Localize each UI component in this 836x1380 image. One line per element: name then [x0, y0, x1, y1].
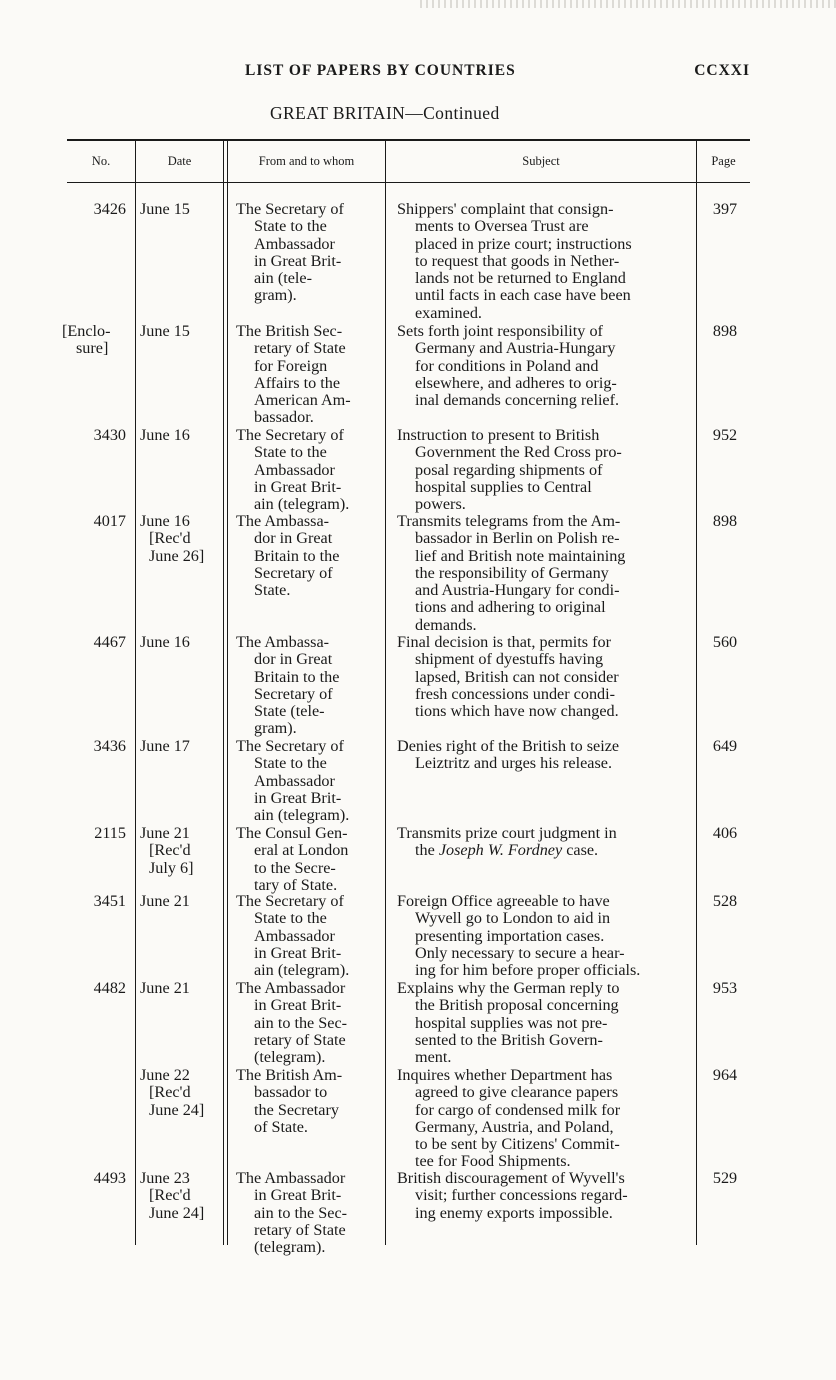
- paper-number: 4467: [93, 633, 126, 651]
- from-line: The Ambassa-: [236, 512, 330, 530]
- from-line: The Secretary of: [236, 426, 344, 444]
- from-line: The Secretary of: [236, 892, 344, 910]
- from-to-whom: [236, 893, 380, 979]
- column-header-page: Page: [711, 154, 736, 168]
- subject-line: for cargo of condensed milk for: [415, 1100, 621, 1119]
- column-divider: [696, 141, 697, 1245]
- date-line: [Rec'd: [149, 1186, 191, 1205]
- date-line: June 24]: [149, 1203, 205, 1222]
- subject-line: Germany and Austria-Hungary: [415, 339, 616, 358]
- from-line: tary of State.: [254, 875, 338, 894]
- from-to-whom: [236, 427, 380, 513]
- paper-date: [140, 825, 224, 877]
- column-header-subject: Subject: [522, 154, 560, 168]
- paper-date: [140, 893, 224, 910]
- date-line: [Rec'd: [149, 841, 191, 860]
- from-to-whom: [236, 738, 380, 824]
- page-number: 953: [712, 979, 738, 997]
- from-line: State.: [254, 581, 291, 600]
- from-line: The Ambassador: [236, 1169, 346, 1187]
- from-line: in Great Brit-: [254, 943, 342, 962]
- subject-line: bassador in Berlin on Polish re-: [415, 529, 620, 548]
- subject-line: Transmits telegrams from the Am-: [397, 512, 621, 530]
- page-folio: CCXXI: [694, 62, 750, 79]
- from-line: ain to the Sec-: [254, 1203, 348, 1222]
- from-line: Ambassador: [254, 460, 335, 479]
- from-line: Secretary of: [254, 563, 333, 582]
- subject-line: ment.: [415, 1048, 452, 1067]
- subject-line: to be sent by Citizens' Commit-: [415, 1135, 620, 1154]
- subject: [397, 980, 689, 1066]
- paper-date: [140, 323, 224, 340]
- subject-line: Germany, Austria, and Poland,: [415, 1117, 614, 1136]
- from-line: American Am-: [254, 391, 351, 410]
- from-line: gram).: [254, 719, 297, 738]
- subject-line: Only necessary to secure a hear-: [415, 943, 625, 962]
- subject-line: Explains why the German reply to: [397, 979, 620, 997]
- date-line: June 21: [140, 979, 190, 997]
- from-line: ain to the Sec-: [254, 1013, 348, 1032]
- subject-line: shipment of dyestuffs having: [415, 650, 604, 669]
- subject-line: Foreign Office agreeable to have: [397, 892, 610, 910]
- from-line: in Great Brit-: [254, 788, 342, 807]
- subject-line: visit; further concessions regard-: [415, 1186, 628, 1205]
- subject-line: tee for Food Shipments.: [415, 1152, 571, 1171]
- from-line: The Consul Gen-: [236, 824, 348, 842]
- from-line: retary of State: [254, 339, 346, 358]
- subject-text: the: [415, 841, 439, 860]
- subject-line: ments to Oversea Trust are: [415, 217, 589, 236]
- subject-line: Shippers' complaint that consign-: [397, 200, 614, 218]
- subject-line: tions and adhering to original: [415, 598, 606, 617]
- column-divider: [135, 141, 136, 1245]
- subject-line: the British proposal concerning: [415, 996, 619, 1015]
- from-line: retary of State: [254, 1220, 346, 1239]
- subject-line: Instruction to present to British: [397, 426, 600, 444]
- page-number: 528: [712, 892, 738, 910]
- subject-line: lief and British note maintaining: [415, 546, 626, 565]
- from-line: of State.: [254, 1117, 308, 1136]
- from-to-whom: [236, 513, 380, 599]
- page-number: 898: [712, 322, 738, 340]
- from-line: The Secretary of: [236, 200, 344, 218]
- paper-number: 4017: [93, 512, 126, 530]
- from-line: eral at London: [254, 841, 349, 860]
- from-line: gram).: [254, 286, 297, 305]
- from-line: State to the: [254, 909, 327, 928]
- date-line: June 15: [140, 200, 190, 218]
- subject-line: Final decision is that, permits for: [397, 633, 612, 651]
- from-line: Britain to the: [254, 667, 340, 686]
- from-line: (telegram).: [254, 1048, 326, 1067]
- from-to-whom: [236, 1170, 380, 1256]
- date-line: June 21: [140, 824, 190, 842]
- subject-line: Inquires whether Department has: [397, 1066, 613, 1084]
- subject-line: hospital supplies to Central: [415, 477, 592, 496]
- column-header-from: From and to whom: [258, 154, 355, 168]
- subject-line: demands.: [415, 615, 477, 634]
- from-line: Britain to the: [254, 546, 340, 565]
- subject-line: tions which have now changed.: [415, 702, 619, 721]
- subject-line: Wyvell go to London to aid in: [415, 909, 611, 928]
- date-line: June 15: [140, 322, 190, 340]
- page-number: 898: [712, 512, 738, 530]
- from-line: ain (telegram).: [254, 495, 350, 514]
- from-to-whom: [236, 825, 380, 894]
- subject-line: posal regarding shipments of: [415, 460, 603, 479]
- subject: [397, 323, 689, 409]
- page-number: 649: [712, 737, 738, 755]
- subject-line: presenting importation cases.: [415, 926, 605, 945]
- from-line: (telegram).: [254, 1238, 326, 1257]
- paper-date: [140, 634, 224, 651]
- subject-line: placed in prize court; instructions: [415, 234, 632, 253]
- page-number: 397: [712, 200, 738, 218]
- subject-text: case.: [562, 841, 599, 860]
- from-line: in Great Brit-: [254, 251, 342, 270]
- subject-line: lands not be returned to England: [415, 269, 626, 288]
- date-line: June 21: [140, 892, 190, 910]
- page-number: 952: [712, 426, 738, 444]
- subject-line: ing for him before proper officials.: [415, 961, 641, 980]
- from-line: Ambassador: [254, 926, 335, 945]
- page-number: 560: [712, 633, 738, 651]
- from-line: State to the: [254, 217, 327, 236]
- subject-line: British discouragement of Wyvell's: [397, 1169, 625, 1187]
- paper-number: 3426: [93, 200, 126, 218]
- from-line: The Secretary of: [236, 737, 344, 755]
- date-line: June 17: [140, 737, 190, 755]
- paper-number: 3436: [93, 737, 126, 755]
- paper-date: [140, 980, 224, 997]
- from-to-whom: [236, 634, 380, 738]
- column-header-no: No.: [91, 154, 111, 168]
- from-line: the Secretary: [254, 1100, 339, 1119]
- table-top-rule: [67, 139, 750, 141]
- from-line: ain (telegram).: [254, 806, 350, 825]
- date-line: June 24]: [149, 1100, 205, 1119]
- from-to-whom: [236, 323, 380, 427]
- from-line: State to the: [254, 443, 327, 462]
- running-title: LIST OF PAPERS BY COUNTRIES: [245, 62, 516, 79]
- subject: [397, 738, 689, 773]
- subject: [397, 427, 689, 513]
- from-line: retary of State: [254, 1030, 346, 1049]
- subject: [397, 1067, 689, 1171]
- subject: [397, 634, 689, 720]
- from-line: The British Am-: [236, 1066, 343, 1084]
- subject-line: and Austria-Hungary for condi-: [415, 581, 620, 600]
- subject-line: elsewhere, and adheres to orig-: [415, 373, 617, 392]
- subject-line: sented to the British Govern-: [415, 1030, 603, 1049]
- paper-number: [62, 323, 111, 358]
- from-line: dor in Great: [254, 529, 333, 548]
- subject: [397, 513, 689, 634]
- from-line: bassador to: [254, 1083, 328, 1102]
- paper-number: 4482: [93, 979, 126, 997]
- from-line: Ambassador: [254, 771, 335, 790]
- subject-line: Government the Red Cross pro-: [415, 443, 622, 462]
- date-line: June 16: [140, 633, 190, 651]
- subject-line: ing enemy exports impossible.: [415, 1203, 613, 1222]
- subject-line: examined.: [415, 303, 482, 322]
- subject-line: agreed to give clearance papers: [415, 1083, 619, 1102]
- subject-line: Leiztritz and urges his release.: [415, 754, 613, 773]
- column-divider: [227, 141, 228, 1245]
- from-line: ain (telegram).: [254, 961, 350, 980]
- paper-date: [140, 738, 224, 755]
- from-line: Affairs to the: [254, 373, 341, 392]
- from-line: Secretary of: [254, 684, 333, 703]
- from-line: for Foreign: [254, 356, 328, 375]
- from-to-whom: [236, 980, 380, 1066]
- paper-date: [140, 1170, 224, 1222]
- scan-artifact: [420, 0, 836, 8]
- subject: [397, 825, 689, 860]
- subject: [397, 201, 689, 322]
- subject-line: for conditions in Poland and: [415, 356, 599, 375]
- column-header-date: Date: [167, 154, 192, 168]
- section-heading: GREAT BRITAIN—Continued: [270, 103, 500, 123]
- column-divider: [385, 141, 386, 1245]
- date-line: June 16: [140, 512, 190, 530]
- subject: [397, 893, 689, 979]
- from-line: The British Sec-: [236, 322, 343, 340]
- date-line: [Rec'd: [149, 529, 191, 548]
- from-line: State (tele-: [254, 702, 325, 721]
- paper-number: 2115: [94, 824, 126, 842]
- subject-line: to request that goods in Nether-: [415, 251, 620, 270]
- paper-number: 4493: [93, 1169, 126, 1187]
- date-line: June 26]: [149, 546, 205, 565]
- date-line: June 22: [140, 1066, 190, 1084]
- enclosure-line: sure]: [76, 339, 109, 358]
- subject-line: [397, 842, 689, 859]
- page-number: 406: [712, 824, 738, 842]
- subject-line: inal demands concerning relief.: [415, 391, 620, 410]
- subject-line: powers.: [415, 495, 466, 514]
- page-number: 964: [712, 1066, 738, 1084]
- paper-date: [140, 427, 224, 444]
- page-number: 529: [712, 1169, 738, 1187]
- from-to-whom: [236, 1067, 380, 1136]
- from-line: State to the: [254, 754, 327, 773]
- from-line: in Great Brit-: [254, 477, 342, 496]
- subject-line: hospital supplies was not pre-: [415, 1013, 608, 1032]
- subject-line: until facts in each case have been: [415, 286, 631, 305]
- from-line: The Ambassa-: [236, 633, 330, 651]
- subject-line: Sets forth joint responsibility of: [397, 322, 603, 340]
- subject-line: the responsibility of Germany: [415, 563, 609, 582]
- from-line: The Ambassador: [236, 979, 346, 997]
- subject: [397, 1170, 689, 1222]
- table-header-rule: [67, 182, 750, 183]
- from-to-whom: [236, 201, 380, 305]
- paper-number: 3430: [93, 426, 126, 444]
- from-line: dor in Great: [254, 650, 333, 669]
- date-line: July 6]: [149, 858, 194, 877]
- date-line: June 23: [140, 1169, 190, 1187]
- from-line: Ambassador: [254, 234, 335, 253]
- enclosure-line: [Enclo-: [62, 322, 111, 340]
- subject-line: Denies right of the British to seize: [397, 737, 620, 755]
- from-line: in Great Brit-: [254, 1186, 342, 1205]
- from-line: to the Secre-: [254, 858, 336, 877]
- paper-date: [140, 201, 224, 218]
- subject-line: fresh concessions under condi-: [415, 684, 616, 703]
- subject-line: lapsed, British can not consider: [415, 667, 619, 686]
- vessel-name: Joseph W. Fordney: [438, 841, 563, 860]
- subject-line: Transmits prize court judgment in: [397, 824, 617, 842]
- from-line: ain (tele-: [254, 269, 312, 288]
- from-line: bassador.: [254, 408, 314, 427]
- paper-date: [140, 1067, 224, 1119]
- paper-number: 3451: [93, 892, 126, 910]
- from-line: in Great Brit-: [254, 996, 342, 1015]
- paper-date: [140, 513, 224, 565]
- date-line: [Rec'd: [149, 1083, 191, 1102]
- date-line: June 16: [140, 426, 190, 444]
